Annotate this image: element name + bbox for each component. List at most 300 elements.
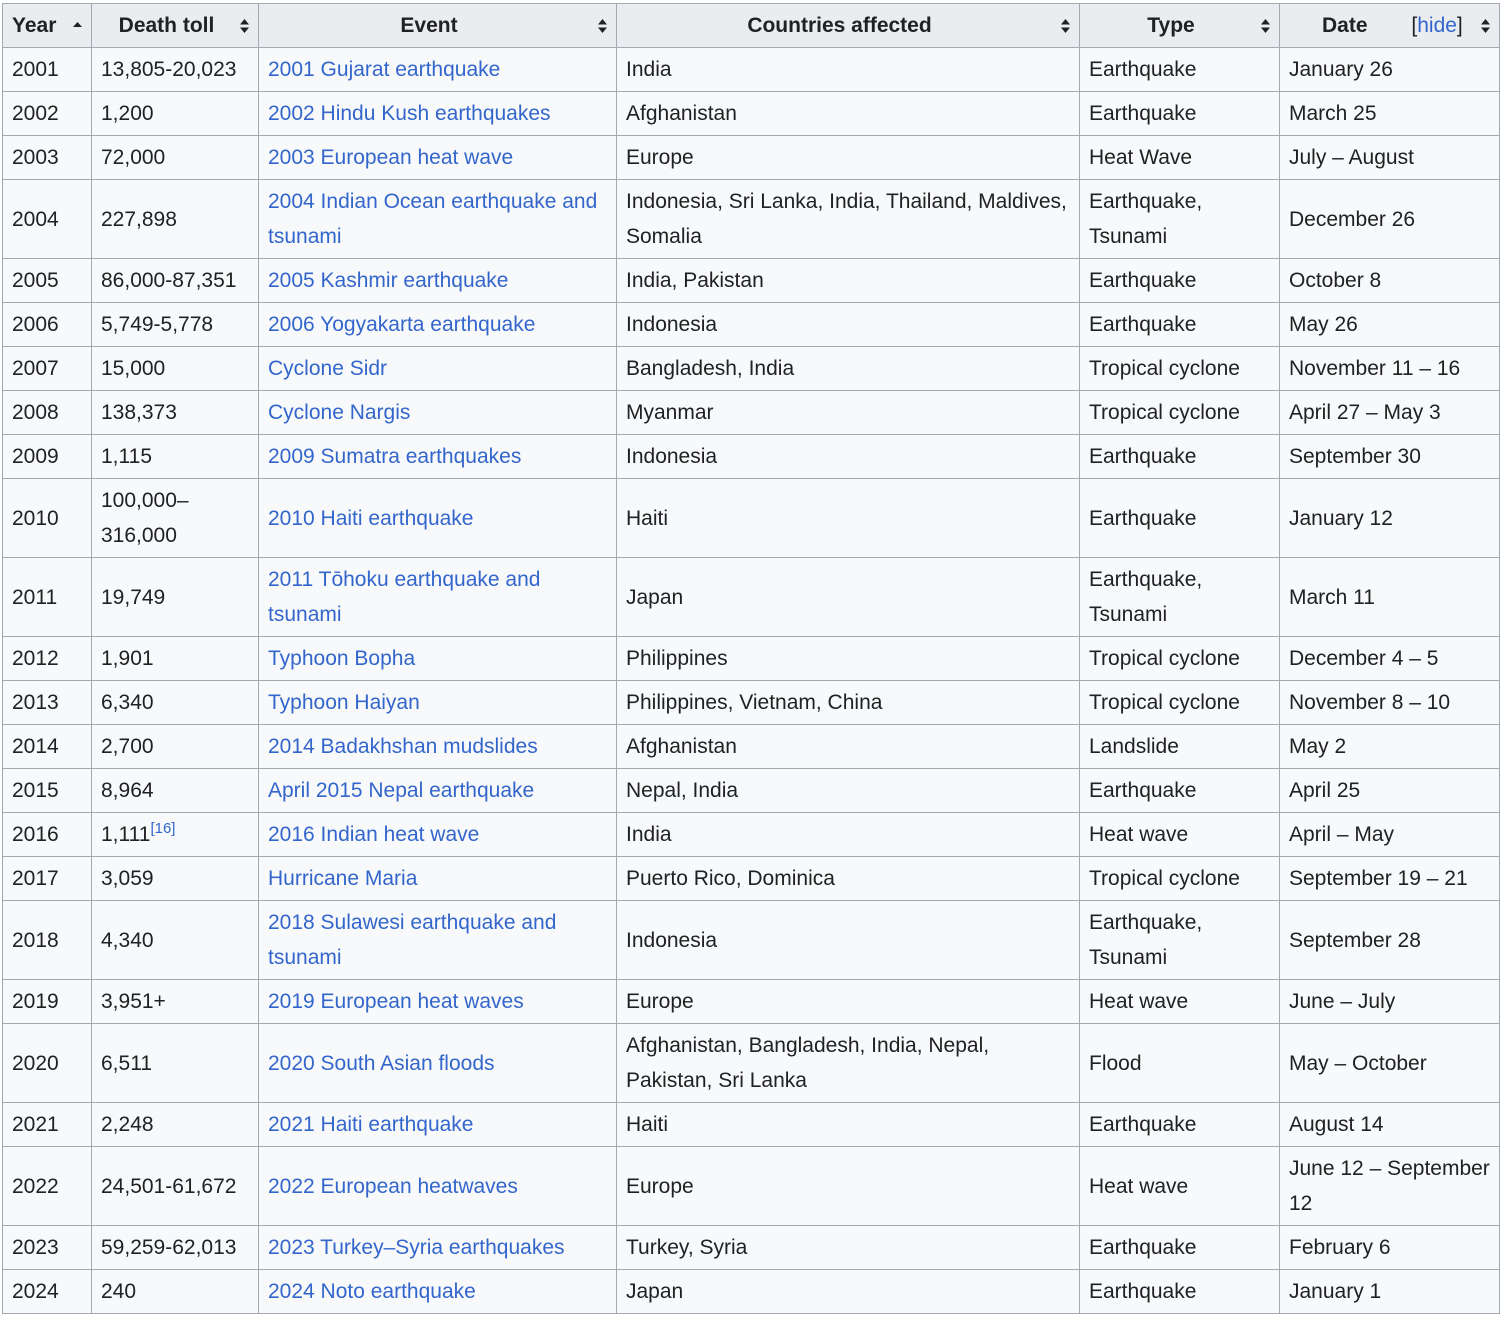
cell-type xyxy=(1080,1024,1280,1103)
event-link[interactable]: 2002 Hindu Kush earthquakes xyxy=(268,102,551,125)
cell-death-toll-text: 5,749-5,778 xyxy=(101,313,214,336)
cell-countries xyxy=(617,725,1080,769)
cell-death-toll-text: 72,000 xyxy=(101,146,166,169)
sort-both-icon[interactable] xyxy=(1260,18,1271,34)
cell-type xyxy=(1080,391,1280,435)
cell-date xyxy=(1280,1103,1500,1147)
table-row xyxy=(3,1147,1500,1226)
column-header-event[interactable] xyxy=(259,4,617,48)
cell-death-toll xyxy=(92,813,259,857)
event-link[interactable]: 2004 Indian Ocean earthquake and tsunami xyxy=(268,190,598,248)
event-link[interactable]: 2024 Noto earthquake xyxy=(268,1280,476,1303)
cell-death-toll xyxy=(92,1226,259,1270)
column-header-year[interactable] xyxy=(3,4,92,48)
cell-countries xyxy=(617,180,1080,259)
cell-type xyxy=(1080,48,1280,92)
header-row xyxy=(3,4,1500,48)
cell-death-toll xyxy=(92,48,259,92)
cell-countries xyxy=(617,857,1080,901)
cell-death-toll-text: 4,340 xyxy=(101,928,154,952)
cell-year-text: 2023 xyxy=(12,1236,59,1259)
cell-date xyxy=(1280,725,1500,769)
cell-death-toll-text: 15,000 xyxy=(101,357,166,380)
table-row xyxy=(3,92,1500,136)
event-link[interactable]: 2016 Indian heat wave xyxy=(268,823,480,846)
cell-year-text: 2024 xyxy=(12,1280,59,1303)
cell-death-toll-text: 8,964 xyxy=(101,779,154,802)
cell-type-text: Earthquake xyxy=(1089,58,1197,81)
cell-death-toll-text: 3,951+ xyxy=(101,990,166,1013)
event-link[interactable]: 2021 Haiti earthquake xyxy=(268,1113,474,1136)
cell-date xyxy=(1280,1147,1500,1226)
cell-countries xyxy=(617,1270,1080,1314)
cell-type-text: Heat wave xyxy=(1089,1174,1189,1198)
cell-event xyxy=(259,391,617,435)
cell-date xyxy=(1280,857,1500,901)
cell-countries-text: Afghanistan, Bangladesh, India, Nepal, Pakistan, Sri Lanka xyxy=(626,1034,990,1092)
table-row xyxy=(3,259,1500,303)
cell-year xyxy=(3,681,92,725)
hide-bracket-close: ] xyxy=(1456,14,1463,37)
table-row xyxy=(3,435,1500,479)
cell-countries xyxy=(617,347,1080,391)
table-row xyxy=(3,1103,1500,1147)
cell-event xyxy=(259,901,617,980)
table-row xyxy=(3,479,1500,558)
cell-countries-text: Philippines xyxy=(626,647,728,670)
cell-countries xyxy=(617,48,1080,92)
event-link[interactable]: 2009 Sumatra earthquakes xyxy=(268,445,522,468)
cell-death-toll xyxy=(92,347,259,391)
cell-year xyxy=(3,391,92,435)
cell-year-text: 2018 xyxy=(12,928,59,952)
cell-year-text: 2020 xyxy=(12,1051,59,1075)
cell-death-toll-text: 2,248 xyxy=(101,1113,154,1136)
cell-date xyxy=(1280,1270,1500,1314)
cell-type xyxy=(1080,435,1280,479)
table-row xyxy=(3,48,1500,92)
cell-countries xyxy=(617,136,1080,180)
cell-event xyxy=(259,136,617,180)
column-header-countries[interactable] xyxy=(617,4,1080,48)
cell-event xyxy=(259,813,617,857)
cell-date-text: May 2 xyxy=(1289,735,1347,758)
cell-date xyxy=(1280,92,1500,136)
cell-event xyxy=(259,259,617,303)
cell-type-text: Earthquake, Tsunami xyxy=(1089,568,1203,626)
cell-year-text: 2002 xyxy=(12,102,59,125)
cell-death-toll-text: 100,000–316,000 xyxy=(101,489,189,547)
reference-link[interactable]: [16] xyxy=(150,820,176,837)
event-link[interactable]: Cyclone Sidr xyxy=(268,357,388,380)
cell-countries-text: India xyxy=(626,58,672,81)
cell-date-text: September 28 xyxy=(1289,928,1421,952)
cell-type-text: Earthquake xyxy=(1089,1280,1197,1303)
cell-type xyxy=(1080,1226,1280,1270)
table-row xyxy=(3,857,1500,901)
cell-type-text: Earthquake, Tsunami xyxy=(1089,911,1203,969)
cell-countries xyxy=(617,681,1080,725)
cell-type-text: Tropical cyclone xyxy=(1089,647,1240,670)
cell-death-toll xyxy=(92,1147,259,1226)
table-row xyxy=(3,769,1500,813)
cell-event xyxy=(259,980,617,1024)
cell-type xyxy=(1080,1270,1280,1314)
table-row xyxy=(3,813,1500,857)
cell-event xyxy=(259,347,617,391)
sort-both-icon[interactable] xyxy=(597,18,608,34)
cell-date xyxy=(1280,347,1500,391)
cell-year-text: 2019 xyxy=(12,990,59,1013)
cell-year xyxy=(3,1103,92,1147)
cell-event xyxy=(259,1226,617,1270)
column-header-type[interactable] xyxy=(1080,4,1280,48)
column-header-date-label: Date xyxy=(1322,14,1368,37)
cell-type-text: Heat wave xyxy=(1089,823,1189,846)
event-link[interactable]: 2014 Badakhshan mudslides xyxy=(268,735,538,758)
cell-year xyxy=(3,92,92,136)
cell-type xyxy=(1080,1103,1280,1147)
event-link[interactable]: Typhoon Haiyan xyxy=(268,691,420,714)
event-link[interactable]: Cyclone Nargis xyxy=(268,401,411,424)
cell-date xyxy=(1280,813,1500,857)
event-link[interactable]: 2023 Turkey–Syria earthquakes xyxy=(268,1236,565,1259)
cell-countries-text: Indonesia xyxy=(626,928,718,952)
cell-year xyxy=(3,1226,92,1270)
cell-year-text: 2015 xyxy=(12,779,59,802)
cell-death-toll xyxy=(92,637,259,681)
cell-countries-text: India, Pakistan xyxy=(626,269,764,292)
cell-event xyxy=(259,48,617,92)
cell-date xyxy=(1280,48,1500,92)
cell-date-text: August 14 xyxy=(1289,1113,1384,1136)
table-row xyxy=(3,637,1500,681)
cell-type xyxy=(1080,769,1280,813)
cell-year xyxy=(3,769,92,813)
event-link[interactable]: 2006 Yogyakarta earthquake xyxy=(268,313,536,336)
column-header-death-toll-label: Death toll xyxy=(118,14,215,37)
cell-year xyxy=(3,813,92,857)
table-row xyxy=(3,180,1500,259)
table-row xyxy=(3,303,1500,347)
cell-year xyxy=(3,637,92,681)
cell-death-toll xyxy=(92,558,259,637)
cell-date-text: January 26 xyxy=(1289,58,1393,81)
cell-death-toll xyxy=(92,1270,259,1314)
cell-date-text: January 12 xyxy=(1289,506,1393,530)
cell-year-text: 2022 xyxy=(12,1174,59,1198)
cell-death-toll xyxy=(92,259,259,303)
cell-event xyxy=(259,1024,617,1103)
cell-date-text: December 4 – 5 xyxy=(1289,647,1439,670)
cell-death-toll-text: 240 xyxy=(101,1280,137,1303)
cell-year-text: 2008 xyxy=(12,401,59,424)
cell-date xyxy=(1280,1024,1500,1103)
cell-date xyxy=(1280,136,1500,180)
cell-death-toll xyxy=(92,180,259,259)
cell-year xyxy=(3,48,92,92)
cell-type xyxy=(1080,180,1280,259)
cell-date-text: June 12 – September 12 xyxy=(1289,1157,1490,1215)
cell-countries-text: Haiti xyxy=(626,1113,669,1136)
cell-event xyxy=(259,637,617,681)
cell-type-text: Tropical cyclone xyxy=(1089,867,1240,890)
cell-death-toll-text: 13,805-20,023 xyxy=(101,58,237,81)
cell-date xyxy=(1280,769,1500,813)
event-link[interactable]: 2001 Gujarat earthquake xyxy=(268,58,501,81)
cell-year xyxy=(3,857,92,901)
cell-year-text: 2014 xyxy=(12,735,59,758)
cell-year xyxy=(3,180,92,259)
cell-type xyxy=(1080,980,1280,1024)
column-header-year-label: Year xyxy=(12,14,57,37)
cell-countries-text: Bangladesh, India xyxy=(626,357,795,380)
table-row xyxy=(3,980,1500,1024)
table-row xyxy=(3,1226,1500,1270)
cell-death-toll xyxy=(92,1103,259,1147)
cell-countries xyxy=(617,303,1080,347)
table-body xyxy=(3,48,1500,1314)
cell-year-text: 2007 xyxy=(12,357,59,380)
table-row xyxy=(3,391,1500,435)
cell-date-text: November 8 – 10 xyxy=(1289,691,1451,714)
column-header-death-toll[interactable] xyxy=(92,4,259,48)
cell-year-text: 2004 xyxy=(12,207,59,231)
event-link[interactable]: 2019 European heat waves xyxy=(268,990,524,1013)
hide-toggle-label[interactable]: hide xyxy=(1417,14,1457,37)
cell-countries-text: Haiti xyxy=(626,506,669,530)
cell-countries-text: Japan xyxy=(626,1280,684,1303)
cell-countries xyxy=(617,435,1080,479)
column-header-countries-label: Countries affected xyxy=(747,14,932,37)
cell-death-toll-text: 3,059 xyxy=(101,867,154,890)
table-row xyxy=(3,347,1500,391)
cell-countries-text: Nepal, India xyxy=(626,779,739,802)
cell-date xyxy=(1280,180,1500,259)
table-row xyxy=(3,558,1500,637)
cell-type xyxy=(1080,725,1280,769)
sort-both-icon[interactable] xyxy=(1060,18,1071,34)
table-row xyxy=(3,1024,1500,1103)
cell-type-text: Earthquake, Tsunami xyxy=(1089,190,1203,248)
cell-death-toll-text: 6,340 xyxy=(101,691,154,714)
cell-countries-text: Europe xyxy=(626,990,694,1013)
cell-death-toll-text: 1,901 xyxy=(101,647,154,670)
sort-ascending-icon[interactable] xyxy=(72,18,83,34)
cell-type-text: Earthquake xyxy=(1089,779,1197,802)
cell-date xyxy=(1280,637,1500,681)
cell-death-toll-text: 24,501-61,672 xyxy=(101,1174,237,1198)
cell-countries-text: Europe xyxy=(626,1174,694,1198)
cell-countries xyxy=(617,391,1080,435)
cell-death-toll-text: 86,000-87,351 xyxy=(101,269,237,292)
cell-year xyxy=(3,558,92,637)
cell-death-toll xyxy=(92,681,259,725)
cell-year-text: 2001 xyxy=(12,58,59,81)
event-link[interactable]: Typhoon Bopha xyxy=(268,647,416,670)
cell-year xyxy=(3,725,92,769)
cell-date-text: July – August xyxy=(1289,146,1414,169)
cell-countries xyxy=(617,479,1080,558)
cell-countries xyxy=(617,92,1080,136)
event-link[interactable]: 2022 European heatwaves xyxy=(268,1174,518,1198)
cell-type xyxy=(1080,259,1280,303)
cell-date-text: September 30 xyxy=(1289,445,1421,468)
cell-death-toll-text: 1,115 xyxy=(101,445,152,468)
cell-year xyxy=(3,136,92,180)
cell-death-toll xyxy=(92,435,259,479)
cell-countries xyxy=(617,1103,1080,1147)
cell-death-toll xyxy=(92,980,259,1024)
cell-year xyxy=(3,901,92,980)
cell-date xyxy=(1280,303,1500,347)
cell-year-text: 2009 xyxy=(12,445,59,468)
cell-type-text: Earthquake xyxy=(1089,506,1197,530)
cell-year-text: 2016 xyxy=(12,823,59,846)
cell-type-text: Tropical cyclone xyxy=(1089,691,1240,714)
cell-event xyxy=(259,303,617,347)
cell-date-text: September 19 – 21 xyxy=(1289,867,1468,890)
hide-toggle[interactable] xyxy=(1411,14,1462,37)
cell-date xyxy=(1280,391,1500,435)
cell-type-text: Earthquake xyxy=(1089,313,1197,336)
cell-date-text: December 26 xyxy=(1289,207,1416,231)
cell-date xyxy=(1280,901,1500,980)
cell-date-text: October 8 xyxy=(1289,269,1382,292)
cell-type xyxy=(1080,136,1280,180)
cell-date xyxy=(1280,435,1500,479)
cell-countries-text: Indonesia xyxy=(626,445,718,468)
cell-year xyxy=(3,479,92,558)
cell-event xyxy=(259,180,617,259)
cell-event xyxy=(259,92,617,136)
event-link[interactable]: 2010 Haiti earthquake xyxy=(268,506,474,530)
cell-date-text: May – October xyxy=(1289,1051,1427,1075)
cell-death-toll xyxy=(92,901,259,980)
cell-type-text: Tropical cyclone xyxy=(1089,401,1240,424)
cell-type xyxy=(1080,681,1280,725)
cell-type-text: Tropical cyclone xyxy=(1089,357,1240,380)
cell-countries xyxy=(617,637,1080,681)
cell-type xyxy=(1080,92,1280,136)
cell-date xyxy=(1280,558,1500,637)
cell-death-toll xyxy=(92,725,259,769)
table-row xyxy=(3,1270,1500,1314)
cell-year-text: 2021 xyxy=(12,1113,59,1136)
event-link[interactable]: 2020 South Asian floods xyxy=(268,1051,495,1075)
cell-event xyxy=(259,1147,617,1226)
cell-type xyxy=(1080,1147,1280,1226)
cell-event xyxy=(259,769,617,813)
cell-type xyxy=(1080,637,1280,681)
table-row xyxy=(3,901,1500,980)
cell-year-text: 2003 xyxy=(12,146,59,169)
cell-death-toll-text: 6,511 xyxy=(101,1051,152,1075)
cell-date xyxy=(1280,1226,1500,1270)
cell-type-text: Landslide xyxy=(1089,735,1179,758)
cell-death-toll xyxy=(92,769,259,813)
table-row xyxy=(3,681,1500,725)
table-header xyxy=(3,4,1500,48)
cell-year-text: 2005 xyxy=(12,269,59,292)
event-link[interactable]: April 2015 Nepal earthquake xyxy=(268,779,535,802)
cell-death-toll-text: 59,259-62,013 xyxy=(101,1236,237,1259)
event-link[interactable]: 2003 European heat wave xyxy=(268,146,514,169)
cell-date-text: June – July xyxy=(1289,990,1396,1013)
cell-type-text: Heat wave xyxy=(1089,990,1189,1013)
cell-death-toll xyxy=(92,303,259,347)
cell-year-text: 2017 xyxy=(12,867,59,890)
cell-countries-text: Afghanistan xyxy=(626,102,737,125)
cell-death-toll-text: 1,111 xyxy=(101,823,151,846)
cell-date-text: March 11 xyxy=(1289,585,1375,609)
event-link[interactable]: 2011 Tōhoku earthquake and tsunami xyxy=(268,568,541,626)
cell-countries xyxy=(617,980,1080,1024)
column-header-date[interactable] xyxy=(1280,4,1500,48)
cell-year xyxy=(3,435,92,479)
table-row xyxy=(3,725,1500,769)
cell-countries-text: Turkey, Syria xyxy=(626,1236,748,1259)
disasters-table xyxy=(2,3,1500,1314)
sort-both-icon[interactable] xyxy=(1480,18,1491,34)
cell-death-toll-text: 2,700 xyxy=(101,735,154,758)
cell-type xyxy=(1080,813,1280,857)
event-link[interactable]: 2018 Sulawesi earthquake and tsunami xyxy=(268,911,557,969)
cell-type-text: Flood xyxy=(1089,1051,1142,1075)
cell-type-text: Heat Wave xyxy=(1089,146,1193,169)
cell-year-text: 2006 xyxy=(12,313,59,336)
cell-death-toll xyxy=(92,1024,259,1103)
cell-death-toll-text: 138,373 xyxy=(101,401,177,424)
cell-year xyxy=(3,303,92,347)
cell-year-text: 2010 xyxy=(12,506,59,530)
cell-countries-text: Japan xyxy=(626,585,684,609)
cell-date-text: April – May xyxy=(1289,823,1395,846)
cell-type xyxy=(1080,558,1280,637)
cell-date-text: February 6 xyxy=(1289,1236,1391,1259)
cell-year xyxy=(3,1147,92,1226)
cell-year xyxy=(3,1024,92,1103)
cell-type-text: Earthquake xyxy=(1089,102,1197,125)
cell-year xyxy=(3,1270,92,1314)
cell-death-toll xyxy=(92,92,259,136)
cell-countries xyxy=(617,1147,1080,1226)
cell-event xyxy=(259,435,617,479)
cell-death-toll-text: 1,200 xyxy=(101,102,154,125)
cell-date xyxy=(1280,980,1500,1024)
cell-countries-text: India xyxy=(626,823,672,846)
sort-both-icon[interactable] xyxy=(239,18,250,34)
event-link[interactable]: 2005 Kashmir earthquake xyxy=(268,269,509,292)
cell-death-toll-text: 19,749 xyxy=(101,585,166,609)
cell-event xyxy=(259,681,617,725)
cell-event xyxy=(259,857,617,901)
cell-type xyxy=(1080,857,1280,901)
cell-countries xyxy=(617,259,1080,303)
cell-countries-text: Puerto Rico, Dominica xyxy=(626,867,835,890)
cell-type-text: Earthquake xyxy=(1089,1236,1197,1259)
event-link[interactable]: Hurricane Maria xyxy=(268,867,418,890)
table-row xyxy=(3,136,1500,180)
cell-date-text: April 25 xyxy=(1289,779,1361,802)
cell-countries-text: Indonesia, Sri Lanka, India, Thailand, Maldives, Somalia xyxy=(626,190,1067,248)
cell-year-text: 2012 xyxy=(12,647,59,670)
cell-event xyxy=(259,558,617,637)
cell-event xyxy=(259,725,617,769)
cell-death-toll xyxy=(92,391,259,435)
cell-year xyxy=(3,980,92,1024)
cell-date xyxy=(1280,681,1500,725)
